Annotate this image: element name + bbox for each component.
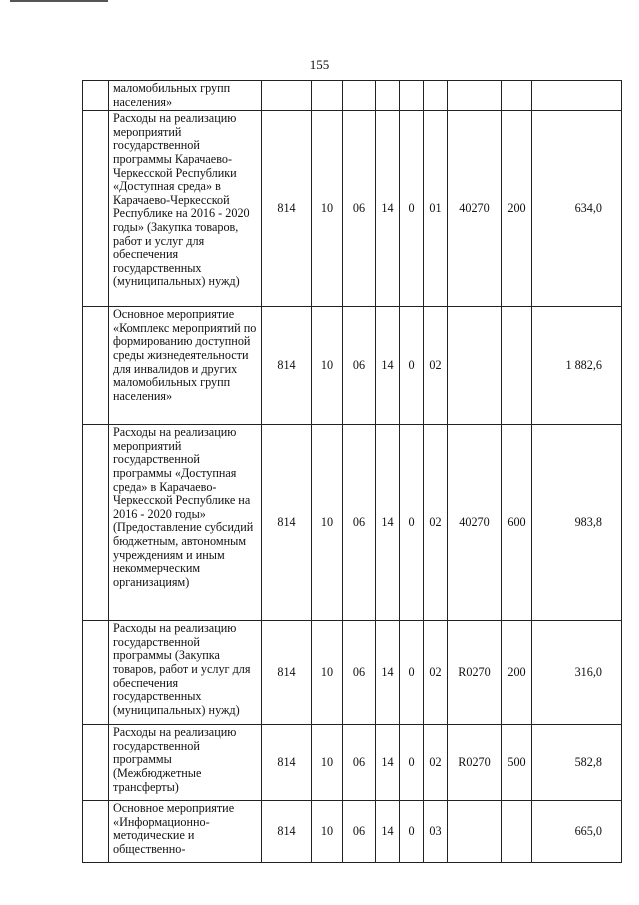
code-cell: 10 — [312, 801, 343, 863]
amount-cell — [532, 81, 622, 111]
table-body — [83, 81, 622, 863]
description-cell: маломобильных групп населения» — [109, 81, 262, 111]
code-cell: 06 — [343, 621, 376, 725]
code-cell: 06 — [343, 801, 376, 863]
code-cell — [448, 307, 502, 425]
code-cell: 40270 — [448, 111, 502, 307]
code-cell: 814 — [262, 425, 312, 621]
code-cell — [343, 81, 376, 111]
table-row — [83, 111, 622, 307]
code-cell: 01 — [424, 111, 448, 307]
code-cell: 500 — [502, 725, 532, 801]
scan-edge-line — [10, 0, 108, 2]
code-cell: 03 — [424, 801, 448, 863]
code-cell: 814 — [262, 111, 312, 307]
page-number: 155 — [309, 57, 330, 72]
table-row — [83, 801, 622, 863]
code-cell — [400, 81, 424, 111]
table-row — [83, 725, 622, 801]
amount-cell: 634,0 — [532, 111, 622, 307]
code-cell: 02 — [424, 621, 448, 725]
code-cell: 0 — [400, 425, 424, 621]
blank-cell — [83, 425, 109, 621]
code-cell: 0 — [400, 621, 424, 725]
code-cell: 814 — [262, 307, 312, 425]
table-row — [83, 81, 622, 111]
code-cell: 600 — [502, 425, 532, 621]
code-cell: 200 — [502, 621, 532, 725]
code-cell: 200 — [502, 111, 532, 307]
code-cell — [262, 81, 312, 111]
amount-cell: 665,0 — [532, 801, 622, 863]
code-cell: 06 — [343, 307, 376, 425]
description-cell: Расходы на реализацию мероприятий государственной программы «Доступная среда» в Карачаево-Черкесской Республике на 2016 - 2020 годы» (Предоставление субсидий бюджетным, автономным учреждениям и иным некоммерческим организациям) — [109, 425, 262, 621]
amount-cell: 316,0 — [532, 621, 622, 725]
code-cell: 14 — [376, 621, 400, 725]
code-cell: 14 — [376, 425, 400, 621]
code-cell: 06 — [343, 425, 376, 621]
table-row — [83, 621, 622, 725]
code-cell: R0270 — [448, 621, 502, 725]
blank-cell — [83, 307, 109, 425]
code-cell: 06 — [343, 111, 376, 307]
code-cell: 14 — [376, 801, 400, 863]
code-cell — [448, 81, 502, 111]
code-cell: 814 — [262, 801, 312, 863]
code-cell — [502, 801, 532, 863]
code-cell — [312, 81, 343, 111]
code-cell: 06 — [343, 725, 376, 801]
code-cell: 0 — [400, 111, 424, 307]
code-cell: 10 — [312, 425, 343, 621]
blank-cell — [83, 725, 109, 801]
code-cell: 14 — [376, 111, 400, 307]
table-row — [83, 425, 622, 621]
description-cell: Расходы на реализацию государственной программы (Межбюджетные трансферты) — [109, 725, 262, 801]
code-cell: 02 — [424, 725, 448, 801]
description-cell: Основное мероприятие «Комплекс мероприятий по формированию доступной среды жизнедеятельности для инвалидов и других маломобильных групп населения» — [109, 307, 262, 425]
blank-cell — [83, 111, 109, 307]
budget-table — [82, 80, 622, 863]
code-cell — [502, 307, 532, 425]
code-cell: 02 — [424, 425, 448, 621]
code-cell: 14 — [376, 307, 400, 425]
code-cell: 14 — [376, 725, 400, 801]
amount-cell: 1 882,6 — [532, 307, 622, 425]
code-cell: R0270 — [448, 725, 502, 801]
code-cell: 10 — [312, 725, 343, 801]
code-cell — [502, 81, 532, 111]
blank-cell — [83, 621, 109, 725]
code-cell: 814 — [262, 621, 312, 725]
code-cell: 40270 — [448, 425, 502, 621]
description-cell: Расходы на реализацию мероприятий государственной программы Карачаево-Черкесской Республики «Доступная среда» в Карачаево-Черкесской Республике на 2016 - 2020 годы» (Закупка товаров, работ и услуг для обеспечения государственных (муниципальных) нужд) — [109, 111, 262, 307]
code-cell: 0 — [400, 801, 424, 863]
code-cell: 0 — [400, 725, 424, 801]
blank-cell — [83, 81, 109, 111]
table-row — [83, 307, 622, 425]
code-cell — [424, 81, 448, 111]
amount-cell: 582,8 — [532, 725, 622, 801]
code-cell: 0 — [400, 307, 424, 425]
description-cell: Расходы на реализацию государственной программы (Закупка товаров, работ и услуг для обеспечения государственных (муниципальных) нужд) — [109, 621, 262, 725]
code-cell: 02 — [424, 307, 448, 425]
code-cell: 10 — [312, 307, 343, 425]
description-cell: Основное мероприятие «Информационно-методические и общественно- — [109, 801, 262, 863]
code-cell: 10 — [312, 621, 343, 725]
code-cell — [376, 81, 400, 111]
amount-cell: 983,8 — [532, 425, 622, 621]
code-cell: 10 — [312, 111, 343, 307]
blank-cell — [83, 801, 109, 863]
code-cell — [448, 801, 502, 863]
code-cell: 814 — [262, 725, 312, 801]
